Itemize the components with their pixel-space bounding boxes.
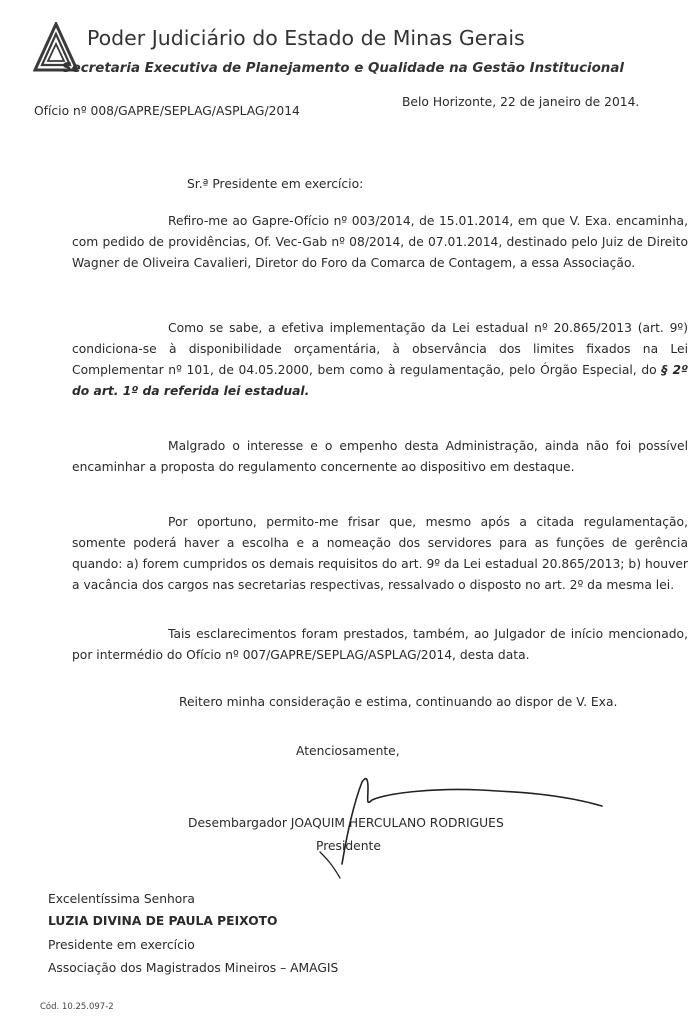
- signer-name: Desembargador JOAQUIM HERCULANO RODRIGUES: [188, 816, 504, 830]
- form-code: Cód. 10.25.097-2: [40, 1002, 114, 1012]
- paragraph-4: Por oportuno, permito-me frisar que, mesmo após a citada regulamentação, somente poderá haver a escolha e a nomeação dos servidores para as funções de gerência quando: a) forem cumpridos os demais requisitos do art. 9º da Lei estadual 20.865/2013; b) houver a vacância dos cargos nas secretarias respectivas, ressalvado o disposto no art. 2º da mesma lei.: [72, 515, 688, 592]
- paragraph-2-emphasis: § 2º do art. 1º da referida lei estadual.: [72, 363, 688, 398]
- paragraph-2-text: Como se sabe, a efetiva implementação da Lei estadual nº 20.865/2013 (art. 9º) condiciona-se à disponibilidade orçamentária, à observância dos limites fixados na Lei Complementar nº 101, de 04.05.2000, bem como à regulamentação, pelo Órgão Especial, do: [72, 321, 688, 377]
- paragraph-5: Tais esclarecimentos foram prestados, também, ao Julgador de início mencionado, por intermédio do Ofício nº 007/GAPRE/SEPLAG/ASPLAG/2014, desta data.: [72, 627, 688, 662]
- place-date: Belo Horizonte, 22 de janeiro de 2014.: [402, 95, 640, 109]
- addressee-organization: Associação dos Magistrados Mineiros – AMAGIS: [48, 961, 339, 975]
- salutation: Sr.ª Presidente em exercício:: [187, 177, 364, 191]
- paragraph-1: Refiro-me ao Gapre-Ofício nº 003/2014, de 15.01.2014, em que V. Exa. encaminha, com pedido de providências, Of. Vec-Gab nº 08/2014, de 07.01.2014, destinado pelo Juiz de Direito Wagner de Oliveira Cavalieri, Diretor do Foro da Comarca de Contagem, a essa Associação.: [72, 214, 688, 270]
- addressee-greeting: Excelentíssima Senhora: [48, 892, 195, 906]
- paragraph-2: [72, 318, 688, 402]
- paragraph-3: Malgrado o interesse e o empenho desta Administração, ainda não foi possível encaminhar a proposta do regulamento concernente ao dispositivo em destaque.: [72, 439, 688, 474]
- organization-title: Poder Judiciário do Estado de Minas Gerais: [87, 26, 525, 50]
- closing: Atenciosamente,: [296, 744, 400, 758]
- organization-subtitle: Secretaria Executiva de Planejamento e Qualidade na Gestão Institucional: [62, 61, 624, 76]
- signer-title: Presidente: [316, 839, 381, 853]
- paragraph-6: Reitero minha consideração e estima, continuando ao dispor de V. Exa.: [179, 695, 618, 709]
- addressee-name: LUZIA DIVINA DE PAULA PEIXOTO: [48, 914, 278, 928]
- addressee-role: Presidente em exercício: [48, 938, 195, 952]
- document-reference: Ofício nº 008/GAPRE/SEPLAG/ASPLAG/2014: [34, 104, 300, 118]
